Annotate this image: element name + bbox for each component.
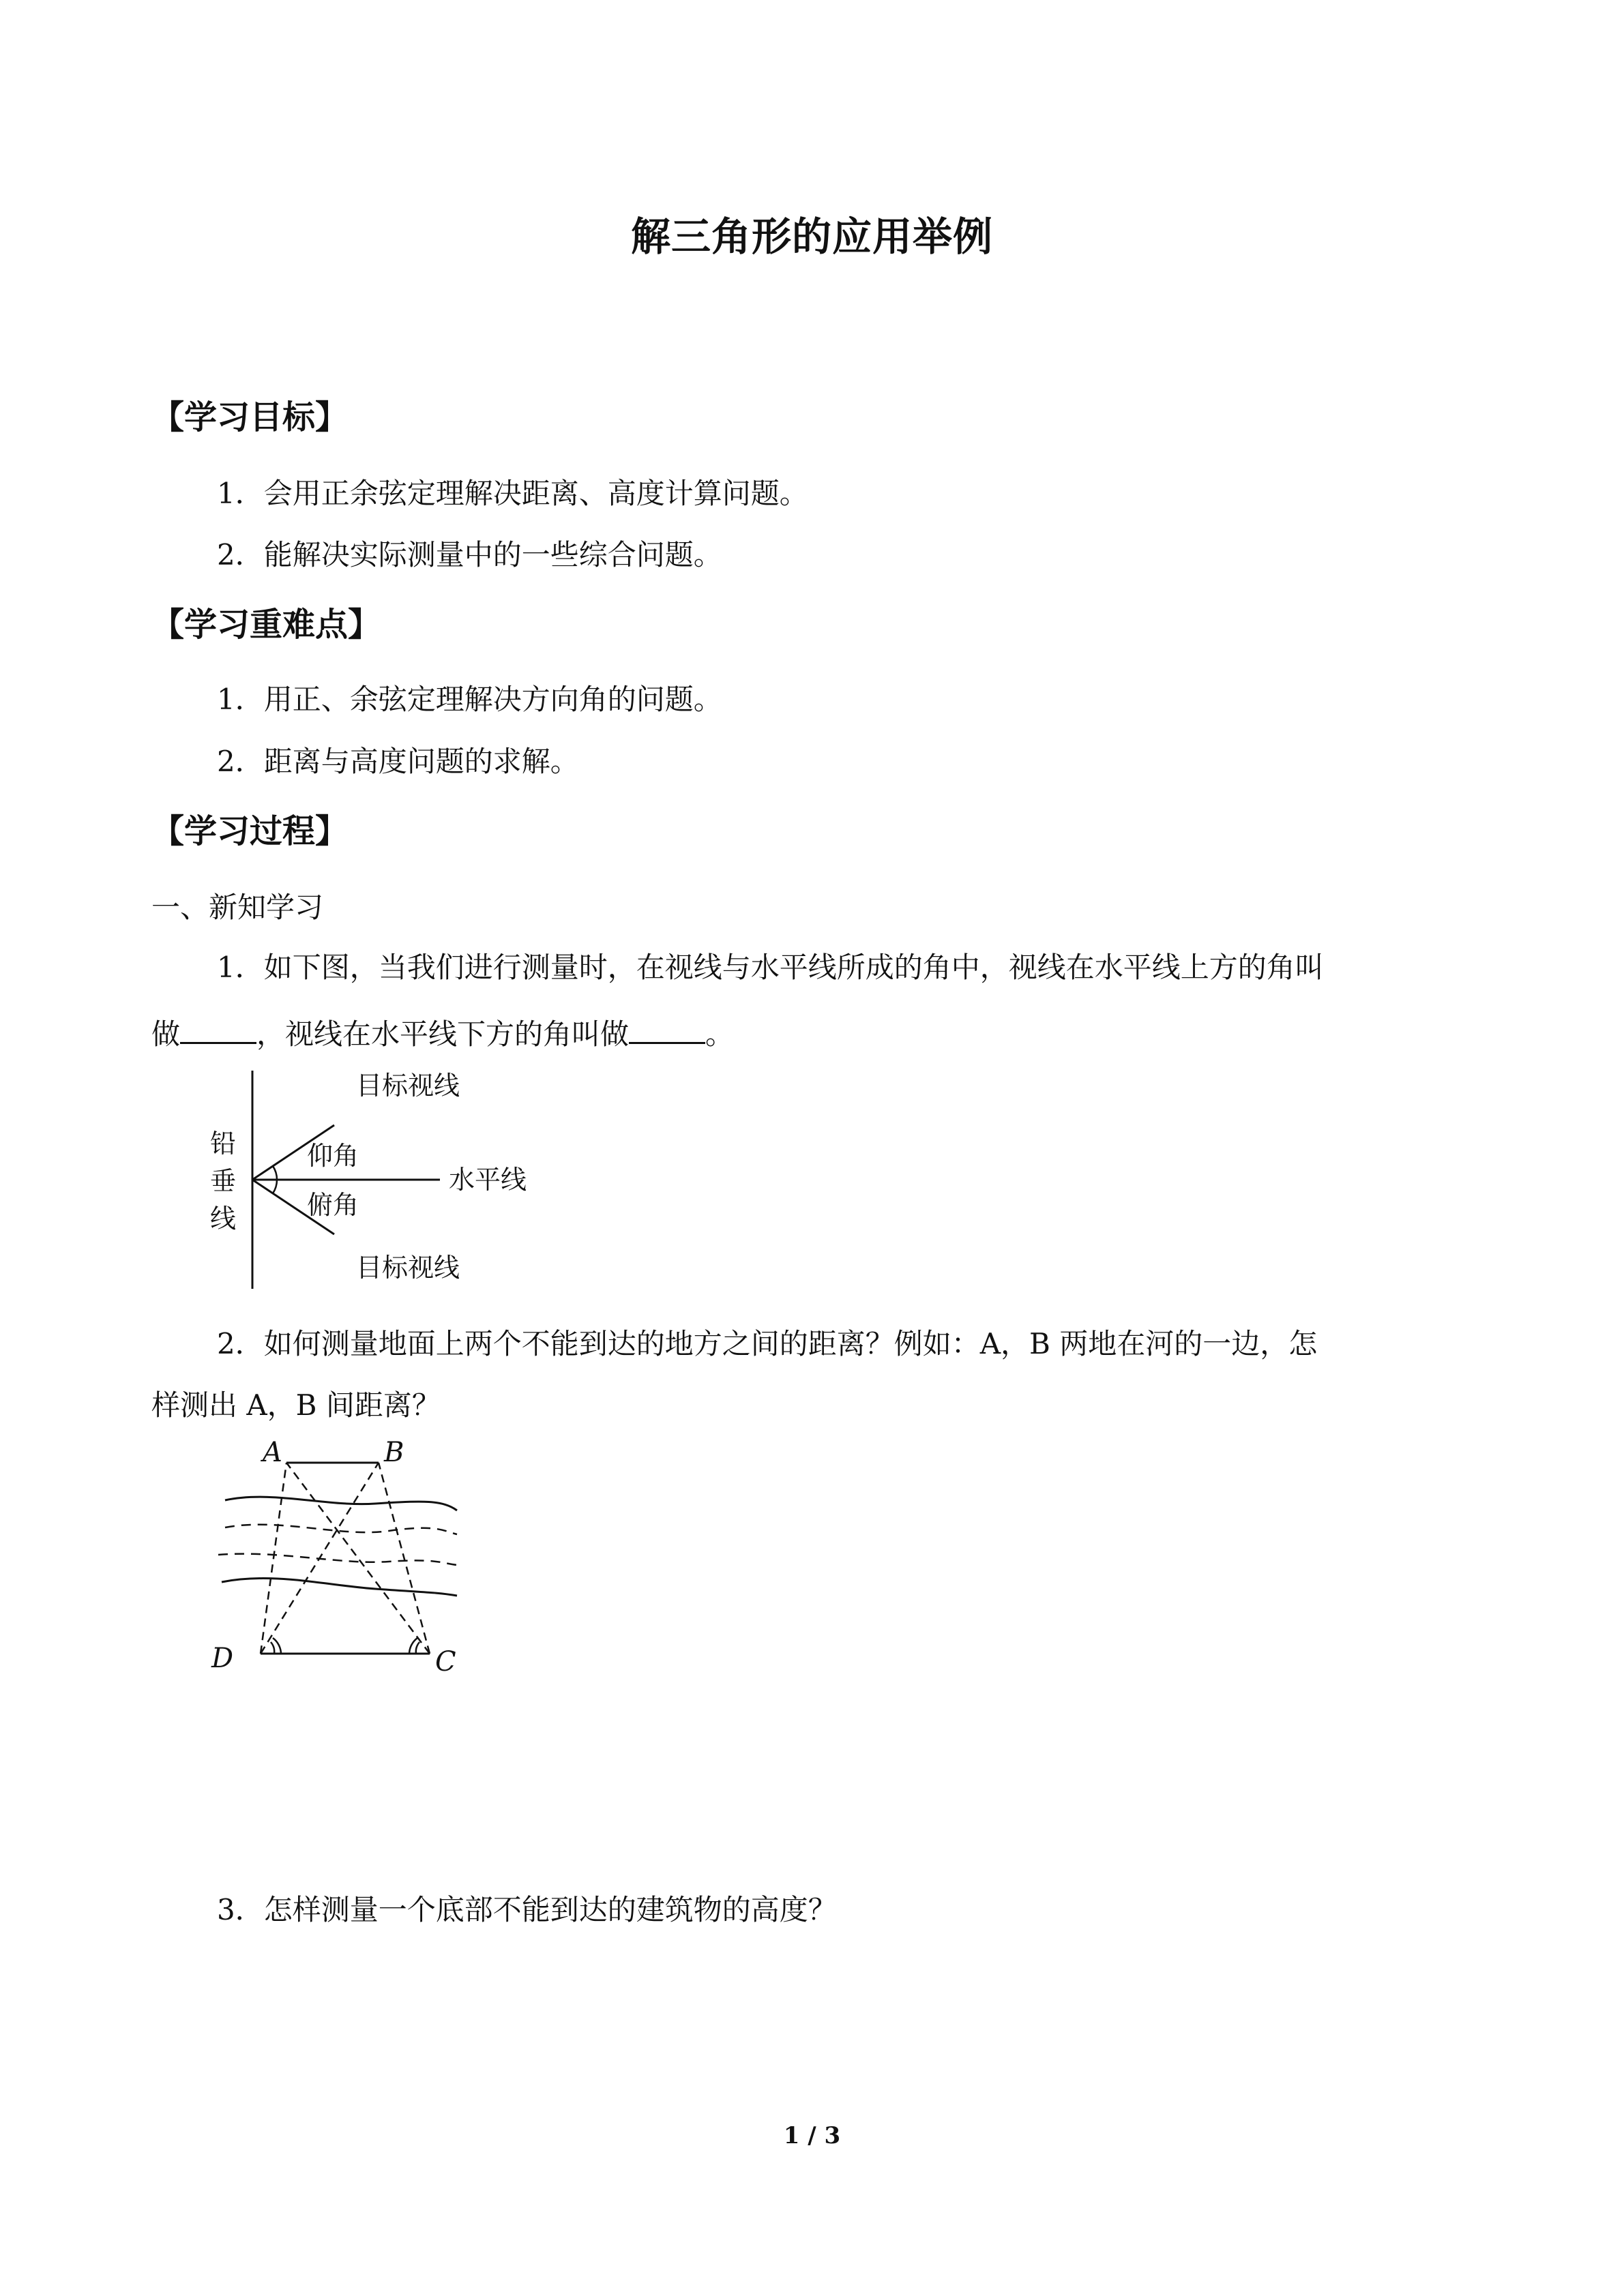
horizontal-label: 水平线 — [449, 1165, 527, 1195]
key-point-item-1: 1．用正、余弦定理解决方向角的问题。 — [217, 683, 722, 716]
vertical-label-2: 垂 — [210, 1166, 237, 1196]
question-3-line-1: 3．怎样测量一个底部不能到达的建筑物的高度？ — [217, 1893, 837, 1926]
angle-arc-d-1 — [271, 1642, 274, 1654]
river-flow-line-1 — [225, 1525, 457, 1534]
point-label-c: C — [435, 1646, 456, 1678]
question-1-text-c: 。 — [705, 1017, 735, 1051]
point-label-b: B — [384, 1437, 404, 1468]
question-1-text-a: 做 — [151, 1017, 181, 1051]
page-title: 解三角形的应用举例 — [630, 213, 993, 260]
question-1-text-b: ，视线在水平线下方的角叫做 — [256, 1017, 630, 1051]
river-flow-line-2 — [218, 1554, 457, 1565]
question-2-line-1: 2．如何测量地面上两个不能到达的地方之间的距离？例如：A，B 两地在河的一边，怎 — [217, 1327, 1318, 1360]
page-number: 1 / 3 — [783, 2122, 841, 2149]
elevation-depression-figure — [205, 1064, 559, 1296]
depression-arc — [273, 1180, 277, 1193]
vertical-label-3: 线 — [210, 1204, 237, 1234]
section-heading-process: 【学习过程】 — [151, 812, 349, 850]
answer-blank-elevation[interactable] — [180, 1016, 256, 1044]
depression-label: 俯角 — [307, 1190, 359, 1220]
section-heading-goals: 【学习目标】 — [151, 398, 349, 436]
sight-line-cb — [379, 1463, 430, 1654]
angle-arc-c-1 — [416, 1642, 419, 1654]
point-label-a: A — [263, 1437, 282, 1468]
river-bank-top — [225, 1497, 457, 1510]
river-bank-bottom — [222, 1579, 457, 1596]
answer-blank-depression[interactable] — [629, 1016, 705, 1044]
subsection-new-knowledge: 一、新知学习 — [151, 891, 324, 924]
question-1-line-1: 1．如下图，当我们进行测量时，在视线与水平线所成的角中，视线在水平线上方的角叫 — [217, 951, 1324, 984]
target-sight-label-bottom: 目标视线 — [356, 1253, 460, 1283]
section-heading-key-points: 【学习重难点】 — [151, 606, 381, 644]
elevation-label: 仰角 — [307, 1141, 359, 1171]
vertical-label-1: 铅 — [210, 1129, 237, 1159]
goal-item-2: 2．能解决实际测量中的一些综合问题。 — [217, 538, 722, 571]
goal-item-1: 1．会用正余弦定理解决距离、高度计算问题。 — [217, 477, 808, 510]
key-point-item-2: 2．距离与高度问题的求解。 — [217, 745, 579, 778]
sight-line-da — [261, 1463, 286, 1654]
question-1-line-2 — [151, 1016, 734, 1049]
river-distance-figure — [205, 1435, 477, 1681]
target-sight-label-top: 目标视线 — [356, 1071, 460, 1101]
question-2-line-2: 样测出 A，B 间距离？ — [151, 1388, 441, 1422]
sight-line-db — [261, 1463, 379, 1654]
elevation-arc — [273, 1166, 277, 1180]
point-label-d: D — [211, 1643, 234, 1674]
